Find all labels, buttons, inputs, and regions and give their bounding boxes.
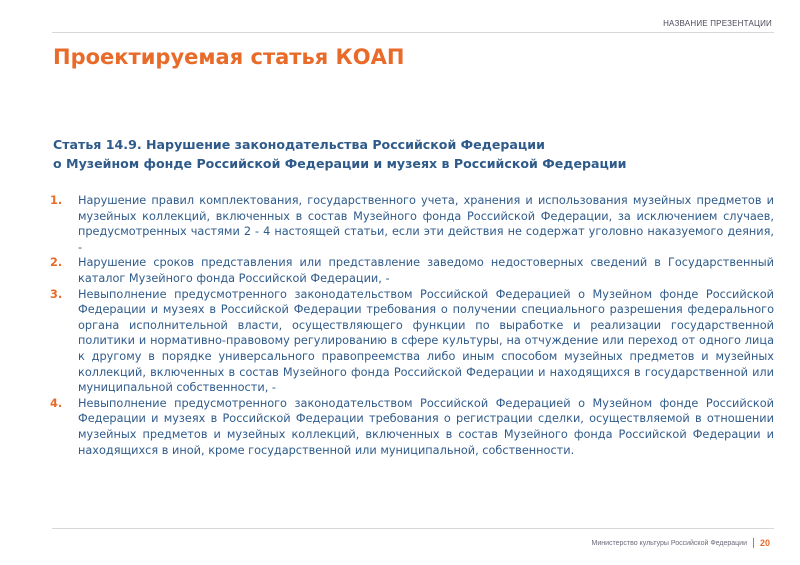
presentation-name-label: НАЗВАНИЕ ПРЕЗЕНТАЦИИ	[663, 19, 772, 28]
footer-separator	[753, 538, 754, 548]
item-number: 3.	[50, 287, 63, 301]
list-item	[50, 287, 774, 396]
subtitle-line-1: Статья 14.9. Нарушение законодательства Российской Федерации	[53, 137, 545, 152]
item-number: 2.	[50, 256, 63, 270]
subtitle-line-2: о Музейном фонде Российской Федерации и музеях в Российской Федерации	[53, 156, 627, 171]
article-subtitle	[53, 135, 773, 173]
slide-footer	[592, 538, 771, 548]
list-item	[50, 255, 774, 286]
item-text: Невыполнение предусмотренного законодательством Российской Федерацией о Музейном фонде Российской Федерации и музеях в Российской Федерации требования о получении специального разрешения федерального органа исполнительной власти, осуществляющего функции по выработке и реализации государственной политики и нормативно-правовому регулированию в сфере культуры, на отчуждение или переход от одного лица к другому в порядке универсального правопреемства либо иным способом музейных предметов и музейных коллекций, включенных в состав Музейного фонда Российской Федерации и находящихся в государственной или муниципальной собственности, -	[78, 287, 774, 395]
page-number: 20	[759, 538, 770, 548]
ministry-name: Министерство культуры Российской Федерации	[591, 539, 747, 547]
item-text: Невыполнение предусмотренного законодательством Российской Федерацией о Музейном фонде Российской Федерации и музеях в Российской Федерации требования о регистрации сделки, осуществляемой в отношении музейных предметов и музейных коллекций, включенных в состав Музейного фонда Российской Федерации и находящихся в иной, кроме государственной или муниципальной, собственности.	[78, 396, 774, 457]
item-text: Нарушение сроков представления или представление заведомо недостоверных сведений в Государственный каталог Музейного фонда Российской Федерации, -	[78, 256, 774, 285]
item-text: Нарушение правил комплектования, государственного учета, хранения и использования музейных предметов и музейных коллекций, включенных в состав Музейного фонда Российской Федерации, за исключением случаев, предусмотренных частями 2 - 4 настоящей статьи, если эти действия не содержат уголовно наказуемого деяния, -	[78, 194, 774, 254]
footer-divider	[52, 528, 774, 529]
item-number: 1.	[50, 194, 63, 207]
list-item	[50, 193, 774, 255]
list-item	[50, 396, 774, 458]
article-items-list	[50, 193, 774, 458]
item-number: 4.	[50, 396, 63, 410]
slide-title: Проектируемая статья КОАП	[53, 45, 405, 69]
header-divider	[52, 32, 774, 33]
